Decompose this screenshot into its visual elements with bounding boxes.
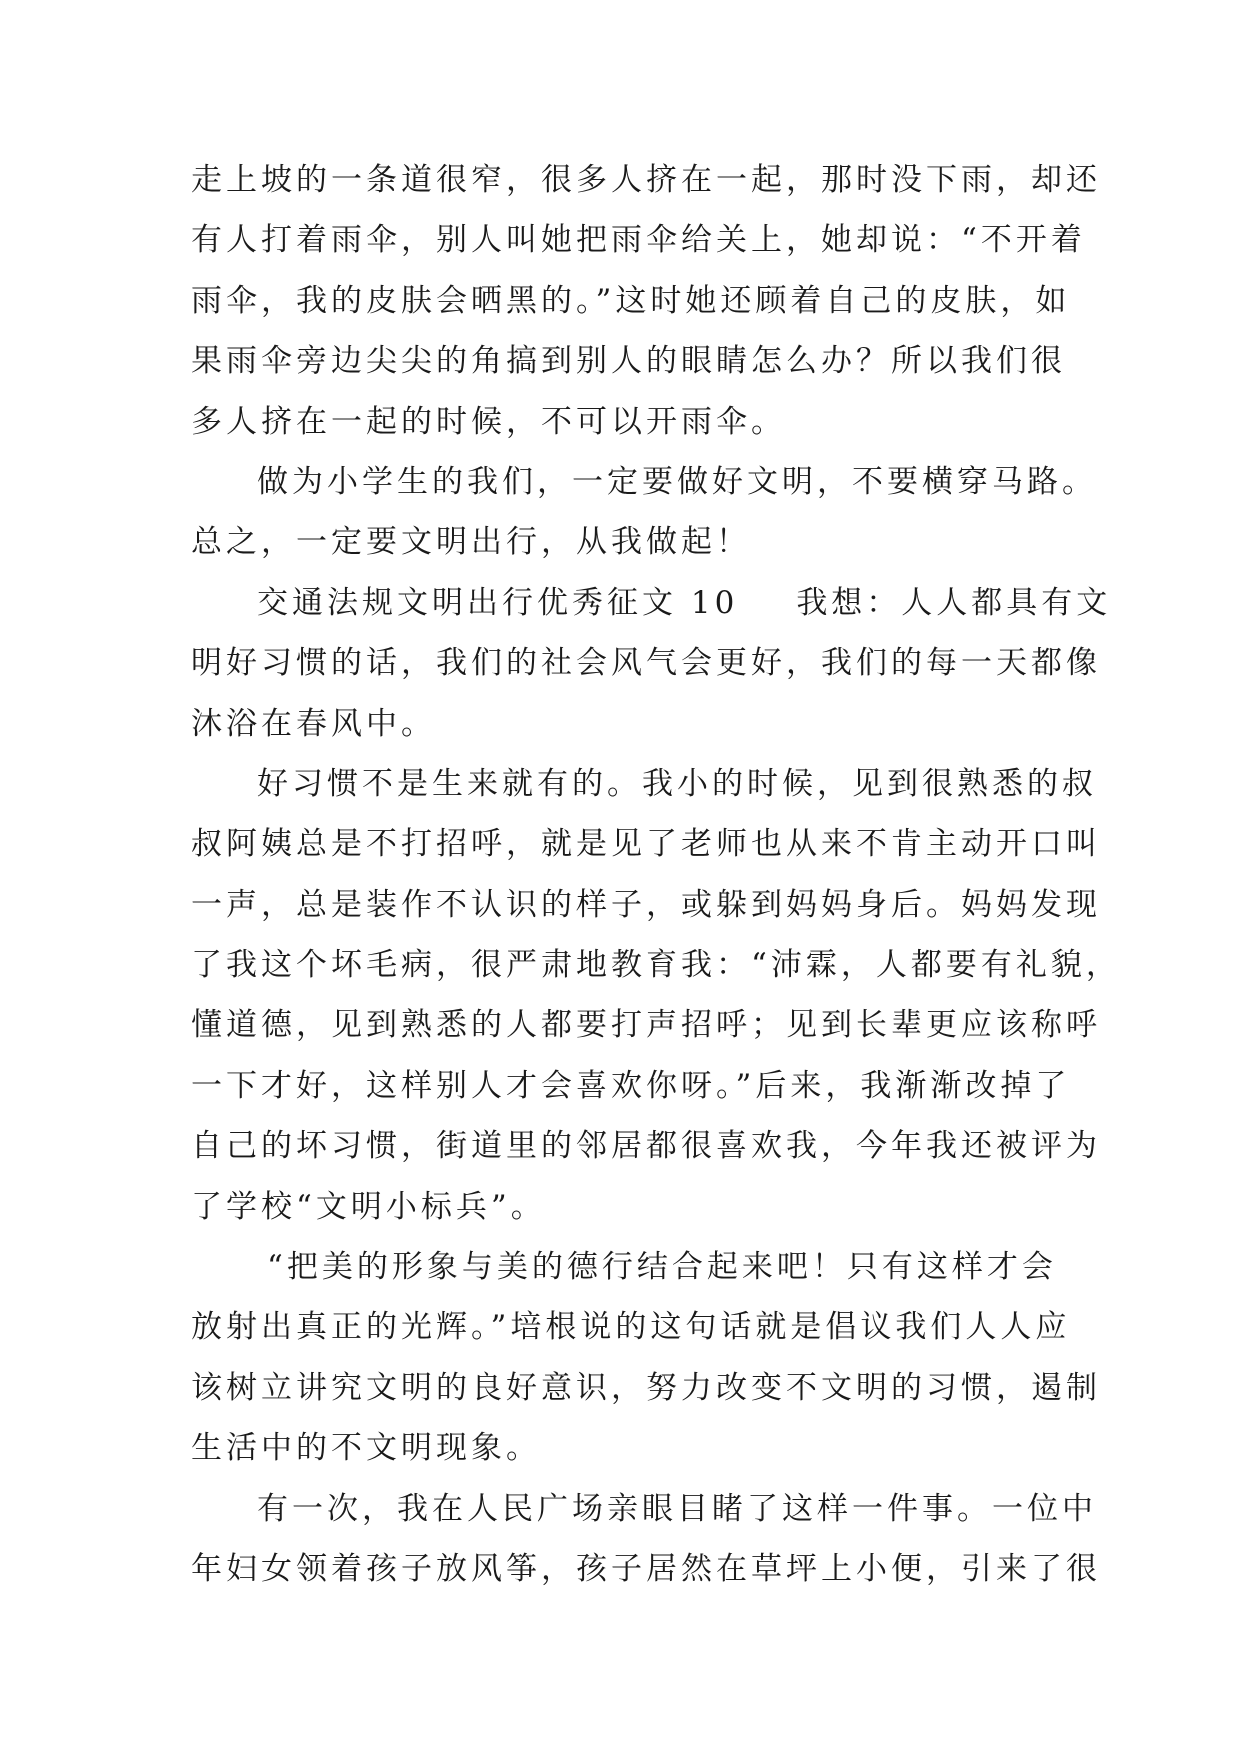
document-body <box>191 150 1121 1599</box>
text-line: 生活中的不文明现象。 <box>191 1430 541 1467</box>
text-line: 好习惯不是生来就有的。我小的时候，见到很熟悉的叔 <box>257 765 1097 802</box>
text-line: 年妇女领着孩子放风筝，孩子居然在草坪上小便，引来了很 <box>191 1550 1101 1587</box>
text-line: 果雨伞旁边尖尖的角搞到别人的眼睛怎么办？所以我们很 <box>191 343 1066 380</box>
text-line: 做为小学生的我们，一定要做好文明，不要横穿马路。 <box>257 463 1097 500</box>
text-line: “把美的形象与美的德行结合起来吧！只有这样才会 <box>267 1249 1057 1286</box>
text-line: 多人挤在一起的时候，不可以开雨伞。 <box>191 403 786 440</box>
text-line: 明好习惯的话，我们的社会风气会更好，我们的每一天都像 <box>191 645 1101 682</box>
text-line: 该树立讲究文明的良好意识，努力改变不文明的习惯，遏制 <box>191 1369 1101 1406</box>
essay-title: 交通法规文明出行优秀征文 10 <box>257 584 739 621</box>
text-line: 懂道德，见到熟悉的人都要打声招呼；见到长辈更应该称呼 <box>191 1007 1101 1044</box>
text-line: 了学校“文明小标兵”。 <box>191 1188 546 1225</box>
text-line: 总之，一定要文明出行，从我做起！ <box>191 524 751 561</box>
text-line: 一下才好，这样别人才会喜欢你呀。”后来，我渐渐改掉了 <box>191 1067 1071 1104</box>
text-line: 有人打着雨伞，别人叫她把雨伞给关上，她却说：“不开着 <box>191 222 1086 259</box>
text-line: 放射出真正的光辉。”培根说的这句话就是倡议我们人人应 <box>191 1309 1071 1346</box>
text-line: 自己的坏习惯，街道里的邻居都很喜欢我，今年我还被评为 <box>191 1128 1101 1165</box>
text-line: 走上坡的一条道很窄，很多人挤在一起，那时没下雨，却还 <box>191 162 1101 198</box>
text-line: 沐浴在春风中。 <box>191 705 436 742</box>
text-line: 有一次，我在人民广场亲眼目睹了这样一件事。一位中 <box>257 1490 1097 1527</box>
text-line: 一声，总是装作不认识的样子，或躲到妈妈身后。妈妈发现 <box>191 886 1101 923</box>
essay-heading-line <box>191 573 1112 633</box>
text-line: 了我这个坏毛病，很严肃地教育我：“沛霖，人都要有礼貌， <box>191 947 1121 984</box>
text-line: 叔阿姨总是不打招呼，就是见了老师也从来不肯主动开口叫 <box>191 826 1101 863</box>
text-line: 我想：人人都具有文 <box>796 584 1112 621</box>
text-line: 雨伞，我的皮肤会晒黑的。”这时她还顾着自己的皮肤，如 <box>191 282 1071 319</box>
